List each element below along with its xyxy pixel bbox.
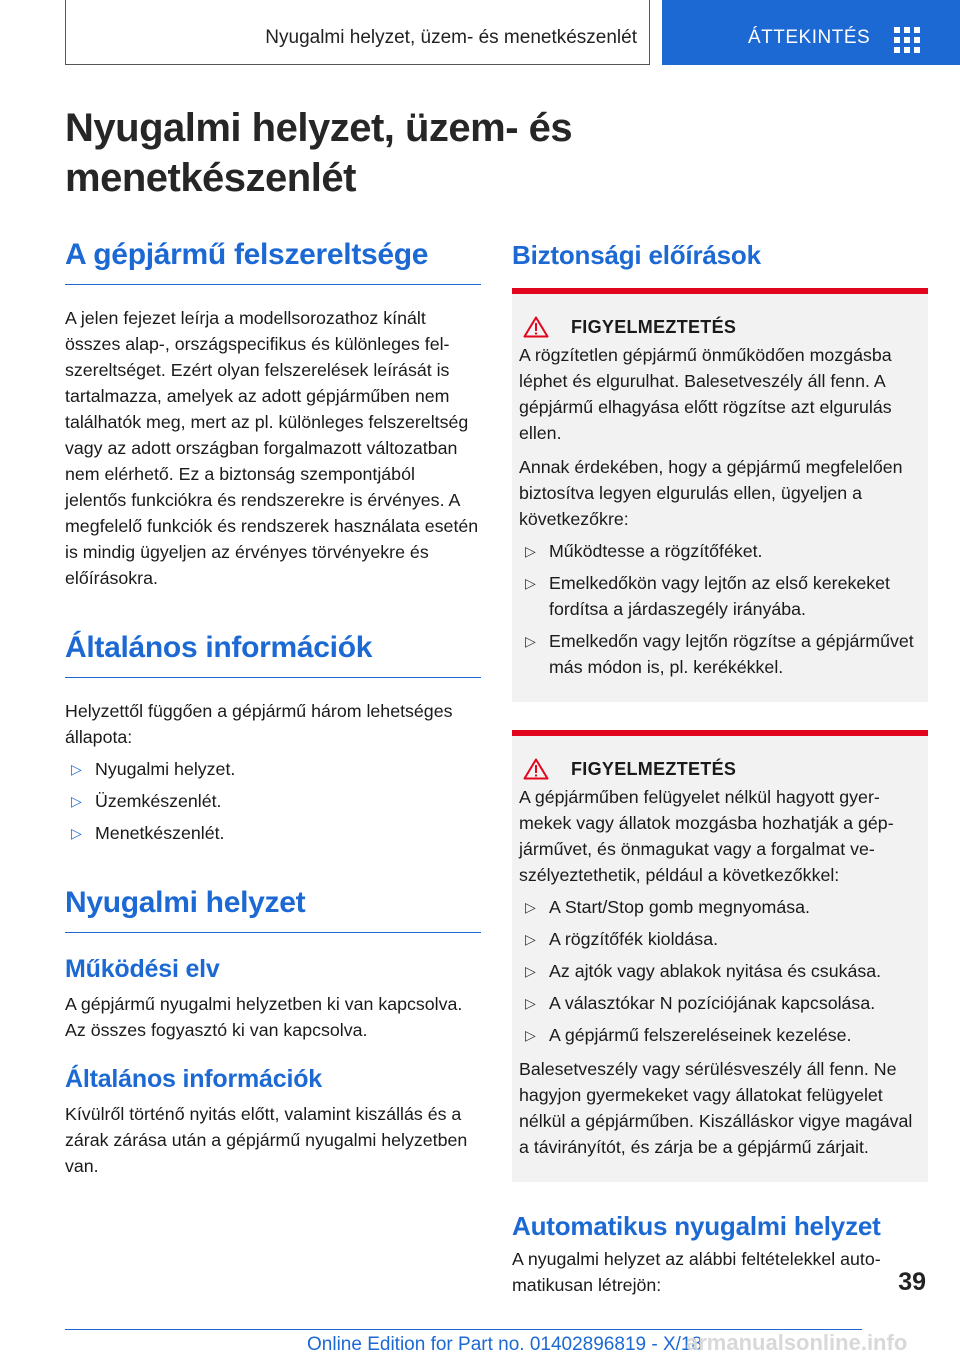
warning-box	[512, 288, 928, 702]
list-item: ▷ Emelkedőn vagy lejtőn rögzítse a gépjárművet más módon is, pl. kerékékkel.	[519, 628, 920, 680]
triangle-bullet-icon: ▷	[71, 793, 82, 809]
warning-label: FIGYELMEZTETÉS	[571, 758, 737, 779]
general-heading: Általános információk	[65, 629, 481, 678]
triangle-bullet-icon: ▷	[525, 995, 536, 1011]
warning-box	[512, 730, 928, 1182]
list-item: ▷ A rögzítőfék kioldása.	[519, 926, 920, 952]
warning-list	[519, 894, 920, 1048]
warning-text: A gépjárműben felügyelet nélkül hagyott gyermekek vagy állatok mozgásba hozhatják a gépjárművet, és önmagukat vagy a forgalmat veszélyeztethetik, például a következőkkel:	[519, 787, 894, 885]
info-text: Kívülről történő nyitás előtt, valamint kiszállás és a zárak zárása után a gépjármű nyugalmi helyzetben van.	[65, 1104, 468, 1176]
equipment-text: A jelen fejezet leírja a modellsorozathoz kínált összes alap-, országspecifikus és különleges felszereltséget. Ezért olyan felszerelések leírását is tartalmazza, amelyek az adott gépjárműben nem találhatók meg, mert az pl. különleges felszereltség vagy az adott országban forgalmazott változatban nem elérhető. Ez a biztonság szempontjából jelentős funkciókra és rendszerekre is érvényes. A megfelelő funkciók és rendszerek használata esetén is mindig ügyeljen az érvényes törvényekre és előírásokra.	[65, 308, 479, 588]
left-column	[65, 236, 481, 1179]
page-number: 39	[898, 1268, 926, 1296]
triangle-bullet-icon: ▷	[525, 963, 536, 979]
warning-text: Annak érdekében, hogy a gépjármű megfelelően biztosítva legyen elgurulás ellen, ügyeljen a következőkre:	[519, 457, 903, 529]
list-item: ▷ Nyugalmi helyzet.	[65, 756, 481, 782]
auto-heading: Automatikus nyugalmi helyzet	[512, 1211, 881, 1241]
triangle-bullet-icon: ▷	[525, 543, 536, 559]
triangle-bullet-icon: ▷	[525, 1027, 536, 1043]
warning-header	[519, 316, 920, 338]
list-item: ▷ Menetkészenlét.	[65, 820, 481, 846]
rest-heading: Nyugalmi helyzet	[65, 884, 481, 933]
list-item: ▷ Működtesse a rögzítőféket.	[519, 538, 920, 564]
list-item: ▷ A Start/Stop gomb megnyomása.	[519, 894, 920, 920]
footer-edition: Online Edition for Part no. 01402896819 - X/18	[307, 1334, 703, 1355]
auto-text: A nyugalmi helyzet az alábbi feltételekkel automatikusan létrejön:	[512, 1249, 881, 1295]
header-title: Nyugalmi helyzet, üzem- és menetkészenlét	[265, 27, 637, 48]
warning-list	[519, 538, 920, 680]
section-label: ÁTTEKINTÉS	[748, 27, 871, 48]
list-item: ▷ Üzemkészenlét.	[65, 788, 481, 814]
footer-watermark: armanualsonline.info	[686, 1330, 908, 1355]
header-title-box	[65, 0, 650, 65]
warning-label: FIGYELMEZTETÉS	[571, 316, 737, 337]
principle-heading: Működési elv	[65, 955, 220, 983]
warning-triangle-icon	[523, 316, 549, 338]
right-column	[512, 236, 928, 1298]
grid-icon	[894, 27, 920, 53]
triangle-bullet-icon: ▷	[525, 575, 536, 591]
state-list	[65, 756, 481, 846]
list-item: ▷ A választókar N pozíciójának kapcsolása.	[519, 990, 920, 1016]
list-item: ▷ A gépjármű felszereléseinek kezelése.	[519, 1022, 920, 1048]
warning-triangle-icon	[523, 758, 549, 780]
triangle-bullet-icon: ▷	[71, 761, 82, 777]
triangle-bullet-icon: ▷	[71, 825, 82, 841]
safety-heading: Biztonsági előírások	[512, 240, 761, 270]
triangle-bullet-icon: ▷	[525, 899, 536, 915]
page-title: Nyugalmi helyzet, üzem- és menetkészenlét	[65, 106, 573, 200]
principle-text: A gépjármű nyugalmi helyzetben ki van kapcsolva. Az összes fogyasztó ki van kapcsolva.	[65, 994, 463, 1040]
warning-text: A rögzítetlen gépjármű önműködően mozgásba léphet és elgurulhat. Balesetveszély áll fenn. A gépjármű elhagyása előtt rögzítse azt elgurulás ellen.	[519, 345, 892, 443]
list-item: ▷ Az ajtók vagy ablakok nyitása és csukása.	[519, 958, 920, 984]
triangle-bullet-icon: ▷	[525, 633, 536, 649]
triangle-bullet-icon: ▷	[525, 931, 536, 947]
general-text: Helyzettől függően a gépjármű három lehetséges állapota:	[65, 701, 453, 747]
section-tab[interactable]	[662, 0, 960, 65]
info-heading: Általános információk	[65, 1065, 322, 1093]
equipment-heading: A gépjármű felszereltsége	[65, 236, 481, 285]
list-item: ▷ Emelkedőkön vagy lejtőn az első kerekeket fordítsa a járdaszegély irányába.	[519, 570, 920, 622]
warning-header	[519, 758, 920, 780]
warning-text: Balesetveszély vagy sérülésveszély áll fenn. Ne hagyjon gyermekeket vagy állatokat felügyelet nélkül a gépjárműben. Kiszálláskor vigye magával a távirányítót, és zárja be a gépjármű zárjait.	[519, 1059, 913, 1157]
